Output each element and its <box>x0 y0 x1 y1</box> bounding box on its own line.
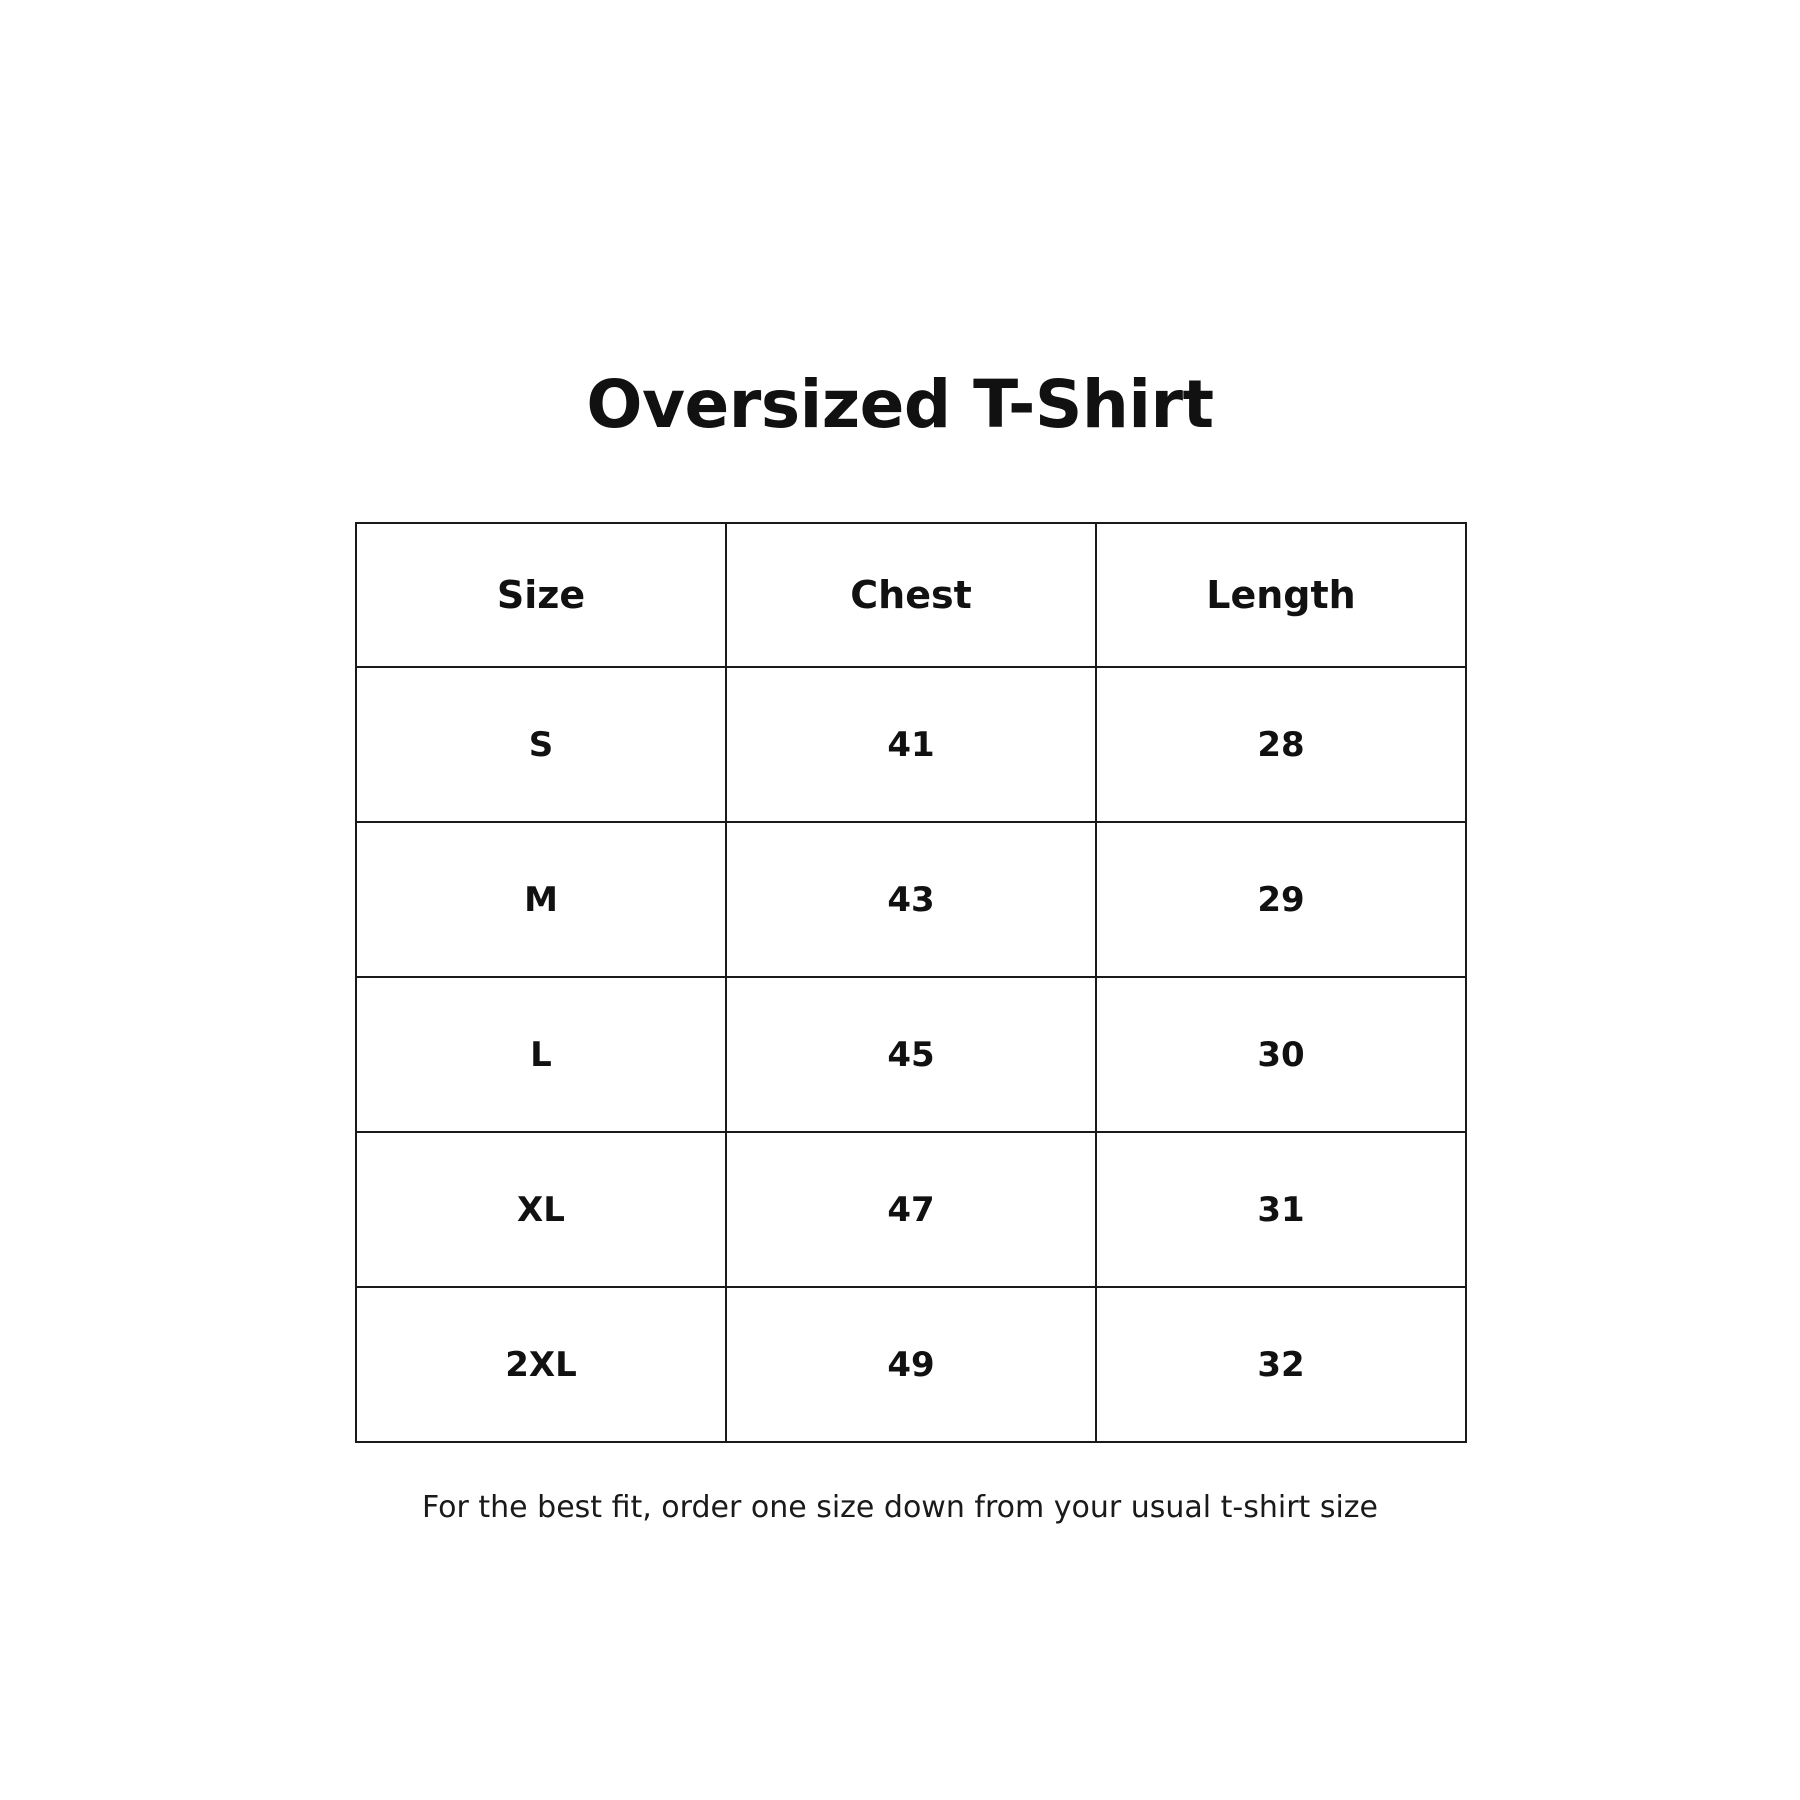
cell-size: XL <box>356 1132 726 1287</box>
table-header-row <box>356 523 1466 667</box>
table-row <box>356 822 1466 977</box>
cell-size: S <box>356 667 726 822</box>
column-header-chest: Chest <box>726 523 1096 667</box>
column-header-length: Length <box>1096 523 1466 667</box>
cell-length: 31 <box>1096 1132 1466 1287</box>
size-table <box>355 522 1467 1443</box>
fit-note: For the best fit, order one size down from your usual t-shirt size <box>421 1490 1379 1525</box>
cell-size: L <box>356 977 726 1132</box>
cell-length: 28 <box>1096 667 1466 822</box>
size-table-container <box>355 522 1465 1443</box>
cell-chest: 43 <box>726 822 1096 977</box>
table-row <box>356 667 1466 822</box>
table-row <box>356 977 1466 1132</box>
cell-chest: 45 <box>726 977 1096 1132</box>
table-row <box>356 1287 1466 1442</box>
cell-size: M <box>356 822 726 977</box>
cell-chest: 41 <box>726 667 1096 822</box>
cell-chest: 49 <box>726 1287 1096 1442</box>
page-title: Oversized T-Shirt <box>586 366 1214 443</box>
column-header-size: Size <box>356 523 726 667</box>
table-row <box>356 1132 1466 1287</box>
cell-size: 2XL <box>356 1287 726 1442</box>
cell-length: 32 <box>1096 1287 1466 1442</box>
cell-chest: 47 <box>726 1132 1096 1287</box>
cell-length: 29 <box>1096 822 1466 977</box>
cell-length: 30 <box>1096 977 1466 1132</box>
